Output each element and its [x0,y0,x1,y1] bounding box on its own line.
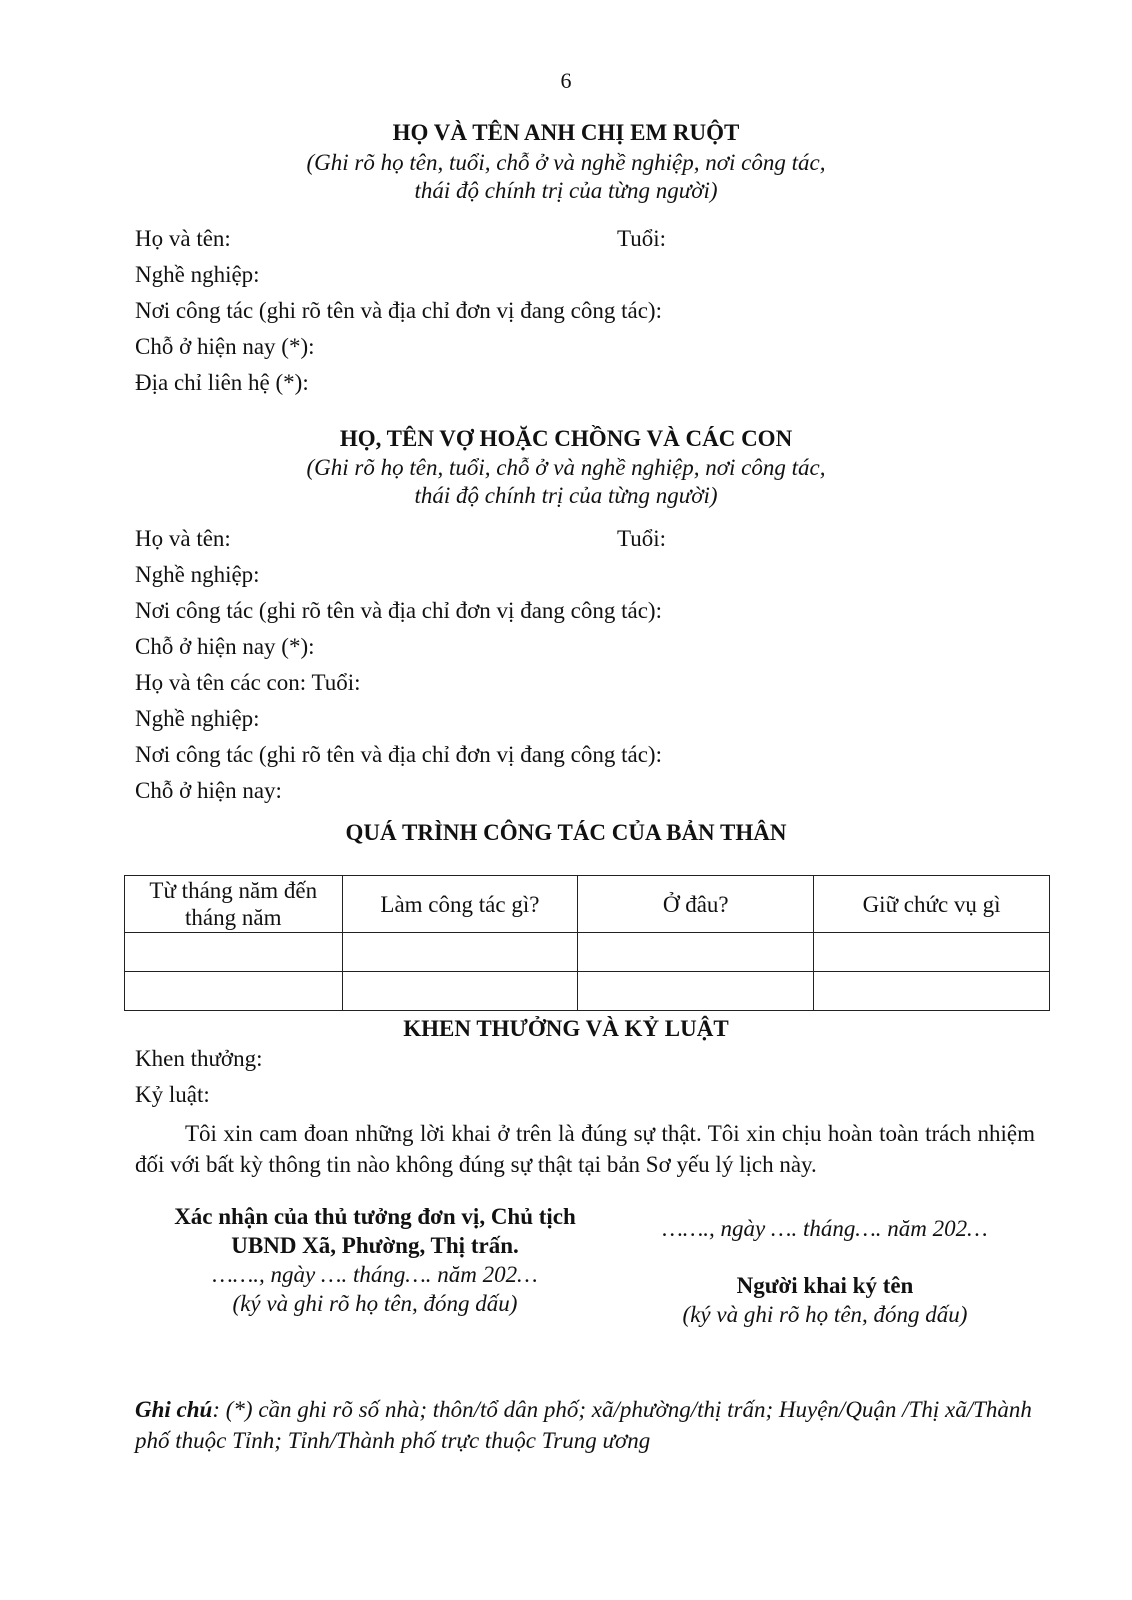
spouse-residence-label: Chỗ ở hiện nay (*): [135,634,315,659]
signature-left-title-2: UBND Xã, Phường, Thị trấn. [231,1233,519,1258]
footnote [135,1394,1035,1456]
table-cell [125,972,343,1011]
spouse-job-label: Nghề nghiệp: [135,562,260,587]
rewards-label: Khen thưởng: [135,1046,263,1071]
signature-right-title: Người khai ký tên [736,1273,914,1298]
signature-left-title-1: Xác nhận của thủ tưởng đơn vị, Chủ tịch [174,1204,576,1229]
table-cell [342,933,578,972]
siblings-name-label: Họ và tên: [135,226,231,251]
spouse-subtitle-2: thái độ chính trị của từng người) [414,483,718,508]
table-row [125,933,1050,972]
column-header-job: Làm công tác gì? [342,876,578,933]
table-cell [342,972,578,1011]
spouse-age-label: Tuổi: [617,526,667,551]
discipline-label: Kỷ luật: [135,1082,210,1107]
work-history-table [124,875,1050,1011]
work-history-title: QUÁ TRÌNH CÔNG TÁC CỦA BẢN THÂN [345,820,787,845]
signature-left-date: ……., ngày …. tháng…. năm 202… [212,1262,538,1287]
table-cell [578,933,814,972]
siblings-subtitle-2: thái độ chính trị của từng người) [414,178,718,203]
children-workplace-label: Nơi công tác (ghi rõ tên và địa chỉ đơn vị đang công tác): [135,742,662,767]
awards-title: KHEN THƯỞNG VÀ KỶ LUẬT [403,1016,729,1041]
signature-right-date: ……., ngày …. tháng…. năm 202… [662,1216,988,1241]
table-cell [578,972,814,1011]
declaration-text: Tôi xin cam đoan những lời khai ở trên là đúng sự thật. Tôi xin chịu hoàn toàn trách nhiệm đối với bất kỳ thông tin nào không đúng sự thật tại bản Sơ yếu lý lịch này. [135,1121,1035,1177]
column-header-period: Từ tháng năm đến tháng năm [125,876,343,933]
children-name-label: Họ và tên các con: Tuổi: [135,670,361,695]
siblings-job-label: Nghề nghiệp: [135,262,260,287]
column-header-position: Giữ chức vụ gì [814,876,1050,933]
spouse-subtitle-1: (Ghi rõ họ tên, tuổi, chỗ ở và nghề nghiệp, nơi công tác, [306,455,826,480]
spouse-name-label: Họ và tên: [135,526,231,551]
siblings-title: HỌ VÀ TÊN ANH CHỊ EM RUỘT [392,120,740,145]
table-cell [814,972,1050,1011]
spouse-workplace-label: Nơi công tác (ghi rõ tên và địa chỉ đơn vị đang công tác): [135,598,662,623]
footnote-text: : (*) cần ghi rõ số nhà; thôn/tổ dân phố; xã/phường/thị trấn; Huyện/Quận /Thị xã/Thành phố thuộc Tỉnh; Tỉnh/Thành phố trực thuộc Trung ương [135,1397,1032,1453]
children-residence-label: Chỗ ở hiện nay: [135,778,282,803]
declaration-paragraph [135,1118,1035,1180]
siblings-residence-label: Chỗ ở hiện nay (*): [135,334,315,359]
table-cell [814,933,1050,972]
siblings-subtitle-1: (Ghi rõ họ tên, tuổi, chỗ ở và nghề nghiệp, nơi công tác, [306,150,826,175]
signature-right-instruction: (ký và ghi rõ họ tên, đóng dấu) [682,1302,968,1327]
table-cell [125,933,343,972]
spouse-title: HỌ, TÊN VỢ HOẶC CHỒNG VÀ CÁC CON [339,426,793,451]
siblings-workplace-label: Nơi công tác (ghi rõ tên và địa chỉ đơn vị đang công tác): [135,298,662,323]
table-row [125,972,1050,1011]
signature-left-block [160,1202,590,1318]
signature-left-instruction: (ký và ghi rõ họ tên, đóng dấu) [232,1291,518,1316]
footnote-label: Ghi chú [135,1397,213,1422]
column-header-location: Ở đâu? [578,876,814,933]
work-history-header-row [125,876,1050,933]
siblings-age-label: Tuổi: [617,226,667,251]
page-number: 6 [560,68,572,93]
siblings-contact-label: Địa chỉ liên hệ (*): [135,370,309,395]
children-job-label: Nghề nghiệp: [135,706,260,731]
signature-right-block [620,1214,1030,1329]
